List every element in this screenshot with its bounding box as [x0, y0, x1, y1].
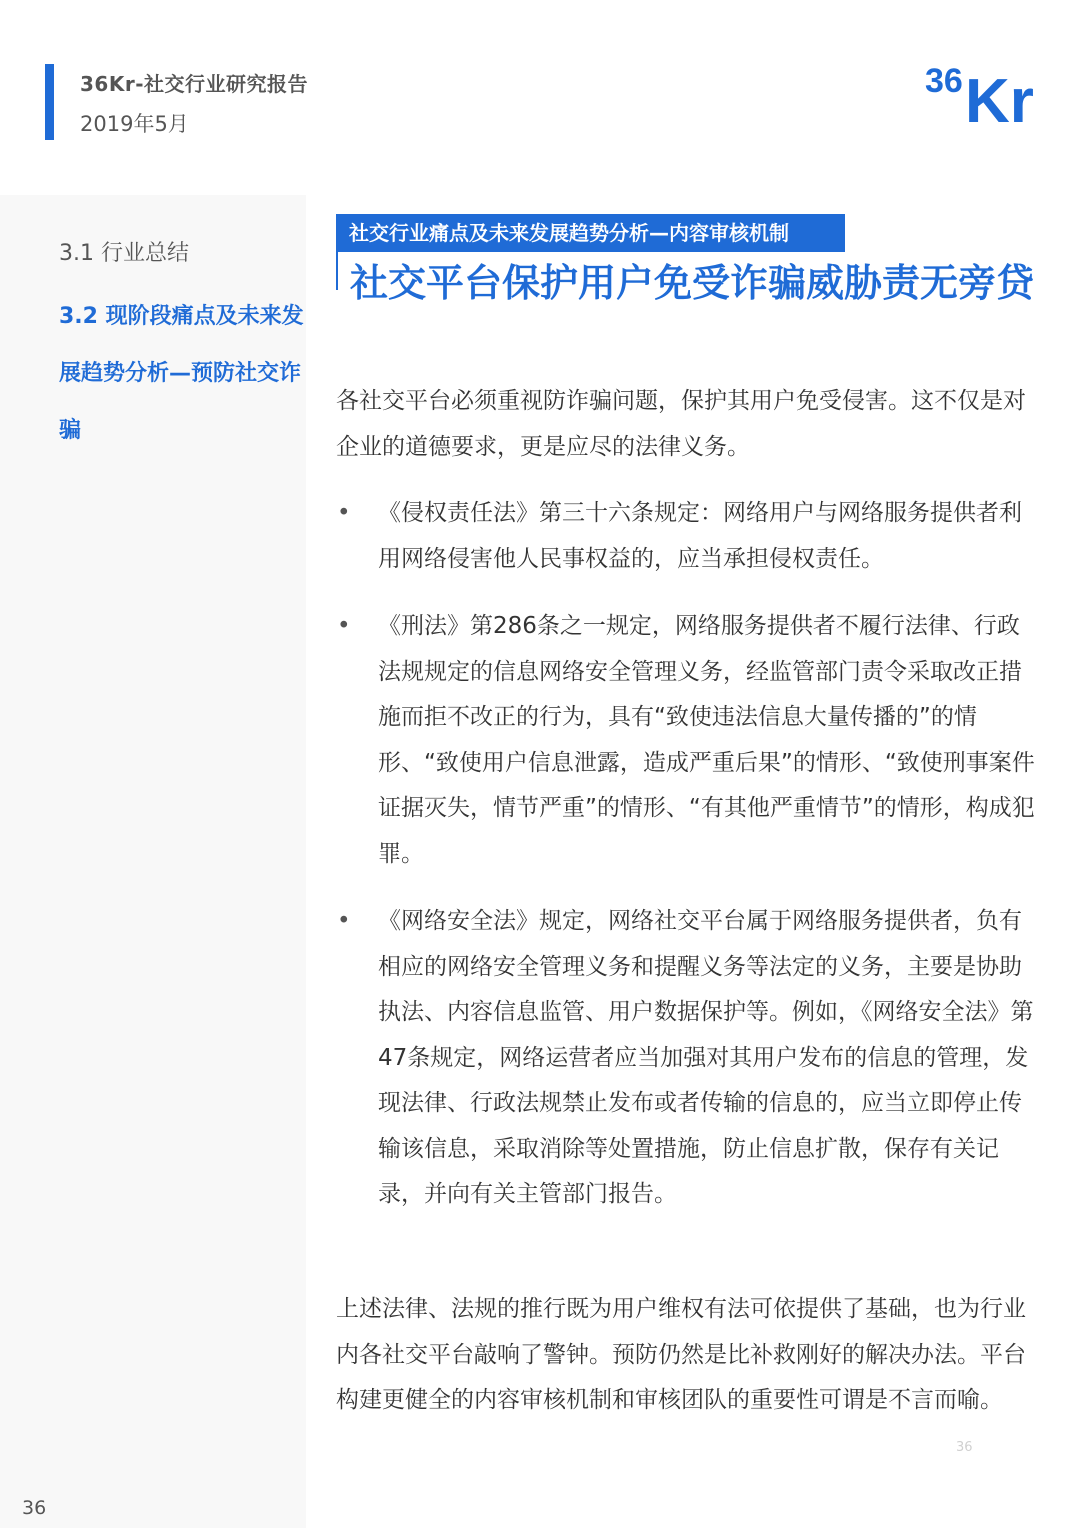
- bullet-icon: •: [337, 500, 351, 526]
- logo-letters: Kr: [965, 67, 1034, 128]
- inner-page-number: 36: [956, 1440, 973, 1455]
- intro-paragraph: 各社交平台必须重视防诈骗问题，保护其用户免受侵害。这不仅是对企业的道德要求，更是应尽的法律义务。: [336, 388, 1026, 460]
- bullet-text: 《网络安全法》规定，网络社交平台属于网络服务提供者，负有相应的网络安全管理义务和提醒义务等法定的义务，主要是协助执法、内容信息监管、用户数据保护等。例如，《网络安全法》第47条规定，网络运营者应当加强对其用户发布的信息的管理，发现法律、行政法规禁止发布或者传输的信息的，应当立即停止传输该信息，采取消除等处置措施，防止信息扩散，保存有关记录，并向有关主管部门报告。: [378, 908, 1034, 1207]
- 36kr-logo: [925, 56, 1045, 128]
- page-headline: 社交平台保护用户免受诈骗威胁责无旁贷: [350, 261, 1035, 305]
- bullet-icon: •: [337, 613, 351, 639]
- law-bullet-list: [336, 491, 1036, 1240]
- conclusion-paragraph: 上述法律、法规的推行既为用户维权有法可依提供了基础，也为行业内各社交平台敲响了警钟。预防仍然是比补救刚好的解决办法。平台构建更健全的内容审核机制和审核团队的重要性可谓是不言而喻。: [336, 1296, 1026, 1413]
- report-title: 36Kr-社交行业研究报告: [80, 72, 308, 96]
- list-item-tort-law: [336, 491, 1036, 582]
- report-date: 2019年5月: [80, 112, 189, 136]
- bullet-icon: •: [337, 908, 351, 934]
- section-banner: 社交行业痛点及未来发展趋势分析—内容审核机制: [338, 214, 845, 252]
- header-accent-bar: [45, 64, 54, 140]
- logo-digits: 36: [925, 62, 963, 100]
- bullet-text: 《刑法》第286条之一规定，网络服务提供者不履行法律、行政法规规定的信息网络安全管理义务，经监管部门责令采取改正措施而拒不改正的行为，具有“致使违法信息大量传播的”的情形、“致使用户信息泄露，造成严重后果”的情形、“致使刑事案件证据灭失，情节严重”的情形、“有其他严重情节”的情形，构成犯罪。: [378, 613, 1035, 867]
- bullet-text: 《侵权责任法》第三十六条规定：网络用户与网络服务提供者利用网络侵害他人民事权益的，应当承担侵权责任。: [378, 500, 1022, 572]
- sidebar-item-industry-summary[interactable]: 3.1 行业总结: [59, 241, 189, 266]
- list-item-criminal-law: [336, 604, 1036, 877]
- page-number: 36: [22, 1497, 47, 1519]
- list-item-cybersecurity-law: [336, 899, 1036, 1218]
- sidebar-item-pain-points-active[interactable]: 3.2 现阶段痛点及未来发展趋势分析—预防社交诈骗: [59, 304, 304, 443]
